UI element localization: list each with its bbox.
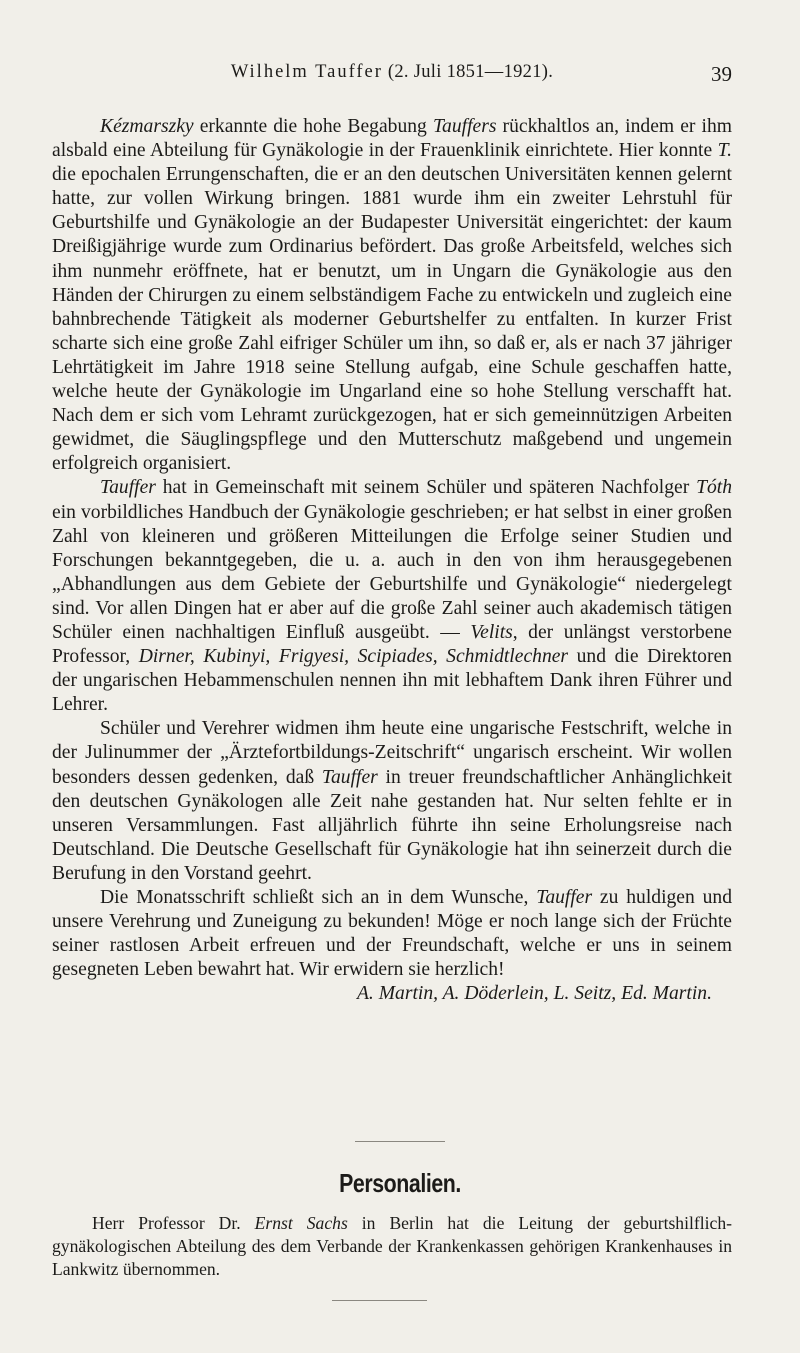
person-name: T. xyxy=(717,140,732,162)
running-head-dates: (2. Juli 1851—1921). xyxy=(382,62,554,82)
paragraph-2 xyxy=(52,476,732,717)
paragraph-text: zu huldigen und unsere Verehrung und Zuneigung zu bekunden! Möge er noch lange sich der Früchte seiner rastlosen Arbeit erfreuen und der Freundschaft, welche er uns in seinem gesegneten Leben bewahrt hat. Wir erwidern sie herzlich! xyxy=(52,887,732,981)
paragraph-text: erkannte die hohe Begabung xyxy=(193,116,433,137)
person-name: Ernst Sachs xyxy=(254,1213,348,1233)
paragraph-text: und die Direktoren der ungarischen Hebammenschulen nennen ihn mit lebhaftem Dank ihren Führer und Lehrer. xyxy=(52,646,732,716)
person-name: Velits xyxy=(470,621,513,643)
news-paragraph xyxy=(52,1212,732,1281)
divider-rule xyxy=(355,1141,445,1142)
person-name: Tauffer xyxy=(321,766,378,788)
running-head-name: Wilhelm Tauffer xyxy=(230,62,383,82)
paragraph-4 xyxy=(52,886,732,982)
person-name: Kézmarszky xyxy=(100,116,194,137)
personalien-body xyxy=(52,1212,732,1281)
person-name: Tauffer xyxy=(536,887,593,908)
person-name: Tóth xyxy=(696,477,732,499)
paragraph-3 xyxy=(52,717,732,886)
section-title: Personalien. xyxy=(339,1168,461,1198)
running-head xyxy=(52,62,732,83)
signature: A. Martin, A. Döderlein, L. Seitz, Ed. Martin. xyxy=(356,983,712,1005)
paragraph-text: in Berlin hat die Leitung der geburtshilflich-gynäkologischen Abteilung des dem Verbande der Krankenkassen gehörigen Krankenhauses in Lankwitz übernommen. xyxy=(52,1213,732,1279)
paragraph-text: , der unlängst verstorbene Professor, xyxy=(52,621,732,668)
person-names: Dirner, Kubinyi, Frigyesi, Scipiades, Schmidtlechner xyxy=(138,646,569,668)
person-name: Tauffer xyxy=(100,477,156,499)
paragraph-text: die epochalen Errungenschaften, die er an den deutschen Universitäten kennen gelernt hatte, zur vollen Wirkung bringen. 1881 wurde ihm ein zweiter Lehrstuhl für Geburtshilfe und Gynäkologie an der Budapester Universität eingerichtet: der kaum Dreißigjährige wurde zum Ordinarius befördert. Das große Arbeitsfeld, welches sich ihm nunmehr eröffnete, hat er benutzt, um in Ungarn die Gynäkologie aus den Händen der Chirurgen zu einem selbständigem Fache zu entwickeln und zugleich eine bahnbrechende Tätigkeit als moderner Geburtshelfer zu entfalten. In kurzer Frist scharte sich eine große Zahl eifriger Schüler um ihn, so daß er, als er nach 37 jähriger Lehrtätigkeit im Jahre 1918 seine Stellung aufgab, eine Schule geschaffen hatte, welche heute der Gynäkologie im Ungarland eine so hohe Stellung verschafft hat. Nach dem er sich vom Lehramt zurückgezogen, hat er sich gemeinnützigen Arbeiten gewidmet, die Säuglingspflege und den Mutterschutz maßgebend und ungemein erfolgreich organisiert. xyxy=(52,164,732,475)
person-name: Tauffers xyxy=(432,116,497,137)
paragraph-text: in treuer freundschaftlicher Anhänglichkeit den deutschen Gynäkologen alle Zeit nahe gestanden hat. Nur selten fehlte er in unseren Versammlungen. Fast alljährlich führte ihn seine Erholungsreise nach Deutschland. Die Deutsche Gesellschaft für Gynäkologie hat ihn seinerzeit durch die Berufung in den Vorstand geehrt. xyxy=(52,766,732,884)
paragraph-text: Schüler und Verehrer widmen ihm heute eine ungarische Festschrift, welche in der Julinummer der „Ärztefortbildungs-Zeitschrift“ ungarisch erscheint. Wir wollen besonders dessen gedenken, daß xyxy=(52,718,732,788)
paragraph-text: rückhaltlos an, indem er ihm alsbald eine Abteilung für Gynäkologie in der Frauenklinik einrichtete. Hier konnte xyxy=(52,116,732,162)
divider-rule xyxy=(332,1300,427,1301)
paragraph-text: Die Monatsschrift schließt sich an in dem Wunsche, xyxy=(100,887,537,908)
paragraph-text: Herr Professor Dr. xyxy=(92,1213,255,1233)
page-header xyxy=(52,62,732,92)
article-body xyxy=(52,115,732,1006)
paragraph-1 xyxy=(52,115,732,476)
paragraph-text: ein vorbildliches Handbuch der Gynäkologie geschrieben; er hat selbst in einer großen Zahl von kleineren und größeren Mitteilungen die Erfolge seiner Studien und Forschungen bekanntgegeben, die u. a. auch in den von ihm herausgegebenen „Abhandlungen aus dem Gebiete der Geburtshilfe und Gynäkologie“ niedergelegt sind. Vor allen Dingen hat er aber auf die große Zahl seiner auch akademisch tätigen Schüler einen nachhaltigen Einfluß ausgeübt. — xyxy=(52,501,732,643)
page-number: 39 xyxy=(711,62,732,86)
paragraph-text: hat in Gemeinschaft mit seinem Schüler und späteren Nachfolger xyxy=(155,477,697,499)
